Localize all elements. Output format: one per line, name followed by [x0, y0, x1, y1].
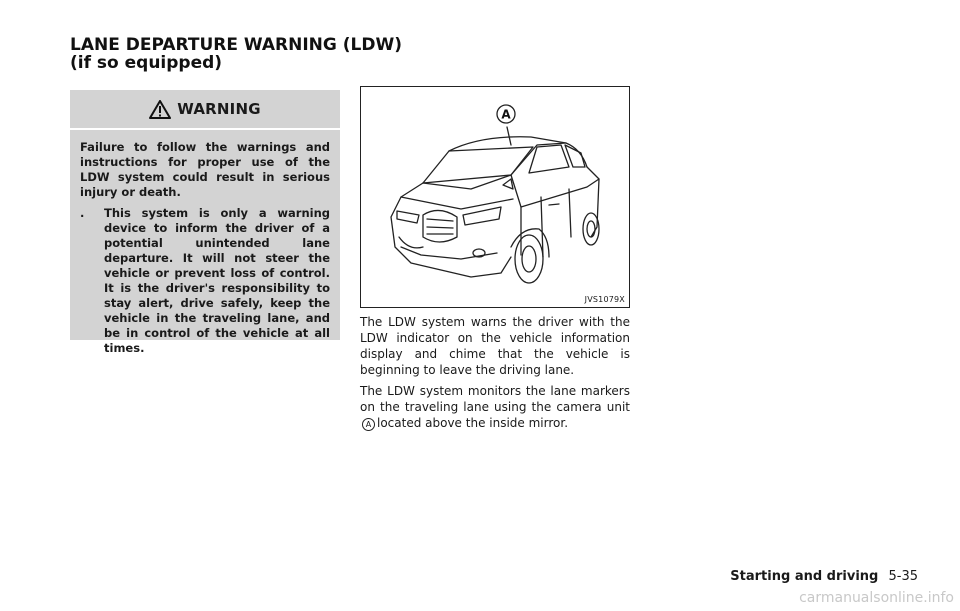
body-text	[360, 314, 630, 436]
heading-line-1: LANE DEPARTURE WARNING (LDW)	[70, 35, 402, 55]
footer-section: Starting and driving	[730, 569, 879, 584]
page-footer	[730, 569, 918, 584]
paragraph-2	[360, 383, 630, 431]
warning-intro: Failure to follow the warnings and instructions for proper use of the LDW system could result in serious injury or death.	[80, 140, 330, 199]
section-heading	[70, 36, 402, 72]
camera-callout-marker: A	[362, 418, 375, 431]
figure-callout: A	[501, 107, 511, 122]
vehicle-figure	[360, 86, 630, 308]
warning-box	[70, 90, 340, 355]
heading-line-2: (if so equipped)	[70, 53, 223, 73]
watermark: carmanualsonline.info	[799, 590, 954, 606]
warning-bullet	[80, 206, 330, 356]
warning-title: WARNING	[177, 100, 261, 118]
page-number: 5-35	[888, 569, 918, 584]
warning-body	[70, 130, 340, 356]
vehicle-illustration	[361, 87, 629, 307]
warning-header	[70, 90, 340, 130]
bullet-text: This system is only a warning device to inform the driver of a potential unintended lane departure. It will not steer the vehicle or prevent loss of control. It is the driver's responsibility to stay alert, drive safely, keep the vehicle in the traveling lane, and be in control of the vehicle at all times.	[104, 206, 330, 355]
paragraph-2-start: The LDW system monitors the lane markers on the traveling lane using the camera unit	[360, 384, 630, 414]
paragraph-1: The LDW system warns the driver with the LDW indicator on the vehicle information display and chime that the vehicle is beginning to leave the driving lane.	[360, 315, 630, 377]
warning-triangle-icon	[149, 100, 171, 119]
bullet-marker: .	[80, 206, 85, 220]
paragraph-2-end: located above the inside mirror.	[377, 416, 569, 430]
figure-code: JVS1079X	[584, 295, 625, 304]
